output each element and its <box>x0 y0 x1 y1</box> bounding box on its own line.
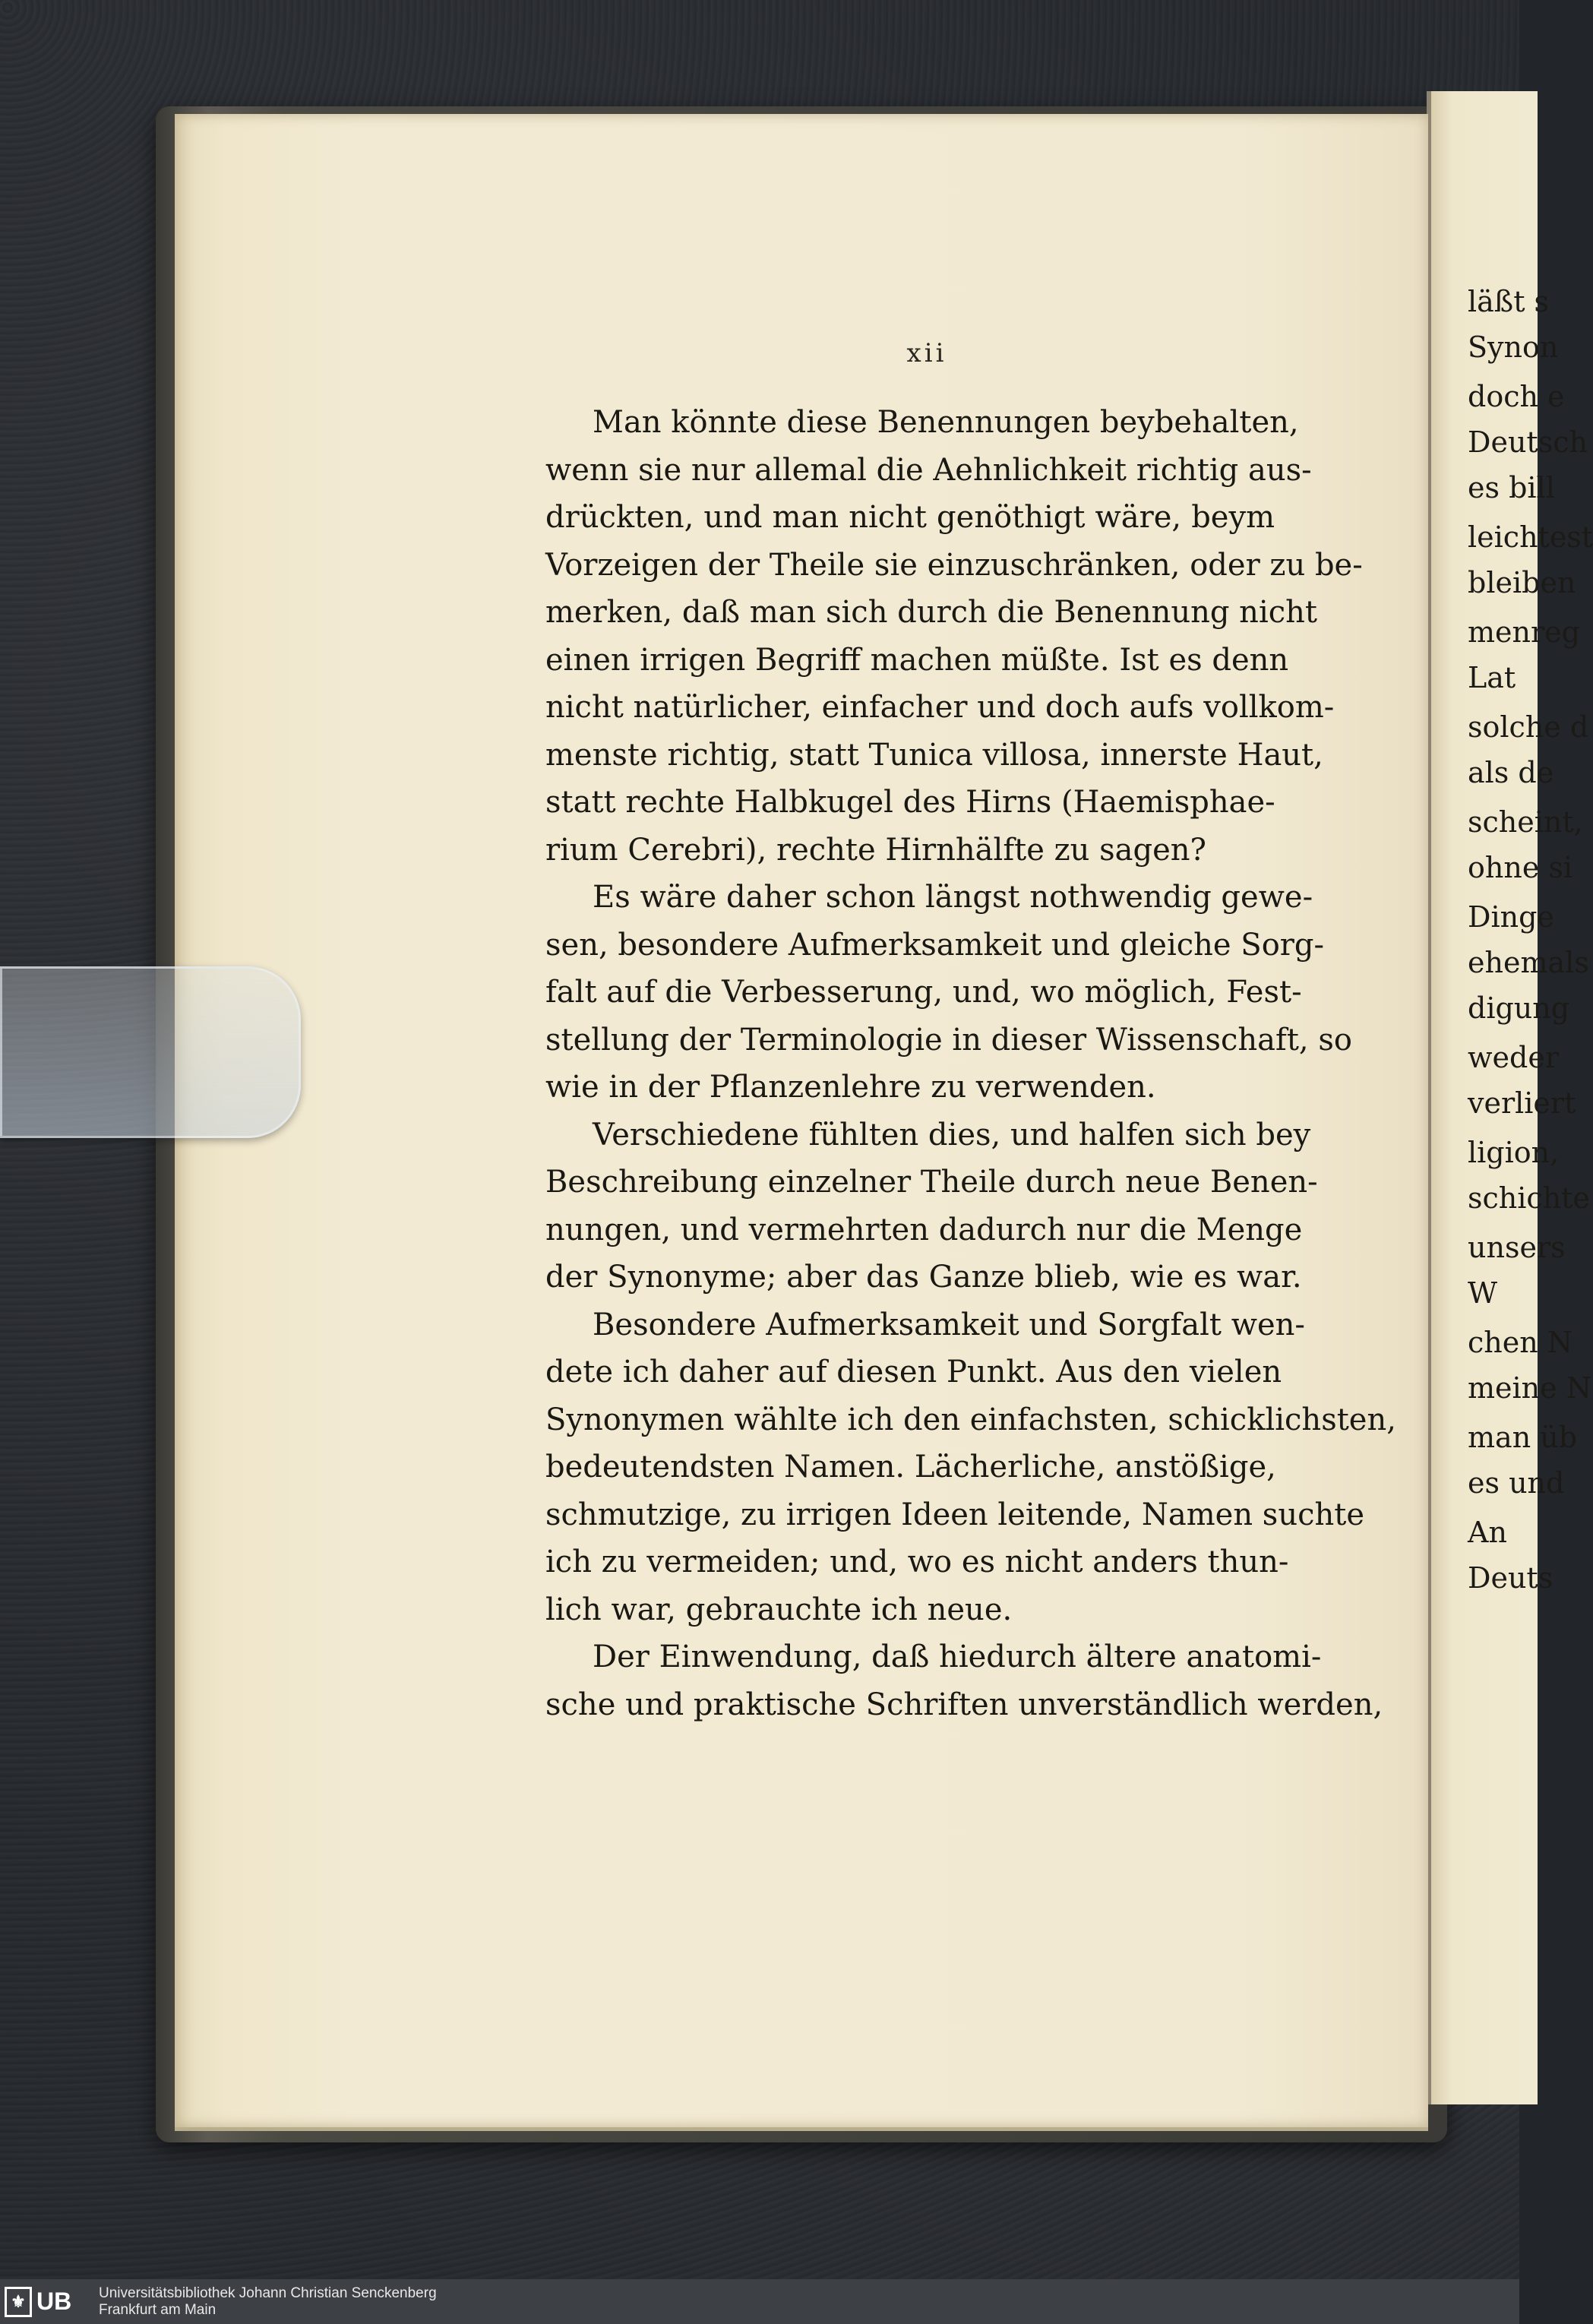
page-holder-clip <box>0 966 301 1138</box>
text-line: Besondere Aufmerksamkeit und Sorgfalt wen- <box>593 1307 1305 1342</box>
text-line: nungen, und vermehrten dadurch nur die Menge <box>545 1212 1303 1247</box>
text-line: sche und praktische Schriften unverständlich werden, <box>545 1687 1383 1722</box>
logo-text: UB <box>36 2288 72 2315</box>
text-line: rium Cerebri), rechte Hirnhälfte zu sagen? <box>545 832 1206 868</box>
text-line: einen irrigen Begriff machen müßte. Ist es denn <box>545 642 1289 678</box>
facing-text-fragment: An <box>1468 1516 1507 1549</box>
page-text <box>545 399 1396 1728</box>
text-line: Synonymen wählte ich den einfachsten, schicklichsten, <box>545 1402 1396 1437</box>
facing-text-fragment: verliert <box>1468 1086 1576 1120</box>
footer-credit <box>99 2285 437 2319</box>
facing-text-fragment: es und <box>1468 1466 1565 1500</box>
facing-text-fragment: menreg <box>1468 615 1580 649</box>
page-number: xii <box>906 338 947 368</box>
text-line: merken, daß man sich durch die Benennung nicht <box>545 595 1317 630</box>
footer-line-2: Frankfurt am Main <box>99 2301 217 2318</box>
facing-page <box>1427 91 1593 2104</box>
text-line: falt auf die Verbesserung, und, wo möglich, Fest- <box>545 975 1302 1010</box>
text-line: stellung der Terminologie in dieser Wissenschaft, so <box>545 1022 1352 1058</box>
facing-text-fragment: Deuts <box>1468 1561 1553 1595</box>
facing-text-fragment: man üb <box>1468 1421 1578 1454</box>
text-line: wenn sie nur allemal die Aehnlichkeit richtig aus- <box>545 452 1312 488</box>
text-line: bedeutendsten Namen. Lächerliche, anstößige, <box>545 1450 1276 1485</box>
text-line: statt rechte Halbkugel des Hirns (Haemisphae- <box>545 785 1275 820</box>
text-line: wie in der Pflanzenlehre zu verwenden. <box>545 1070 1156 1105</box>
facing-text-fragment: unsers <box>1468 1231 1566 1264</box>
text-line: lich war, gebrauchte ich neue. <box>545 1592 1013 1627</box>
facing-text-fragment: es bill <box>1468 471 1555 504</box>
library-logo <box>5 2284 88 2320</box>
facing-text-fragment: ligion, <box>1468 1136 1560 1169</box>
text-line: Verschiedene fühlten dies, und halfen sich bey <box>593 1117 1311 1153</box>
facing-text-fragment: Dinge <box>1468 900 1554 934</box>
facing-text-fragment: scheint, <box>1468 805 1583 839</box>
text-line: Beschreibung einzelner Theile durch neue Benen- <box>545 1165 1318 1200</box>
text-line: drückten, und man nicht genöthigt wäre, beym <box>545 500 1275 535</box>
facing-text-fragment: ohne si <box>1468 851 1573 884</box>
facing-text-fragment: läßt s <box>1468 285 1550 318</box>
text-line: Der Einwendung, daß hiedurch ältere anatomi- <box>593 1639 1322 1674</box>
facing-text-fragment: Synon <box>1468 330 1559 364</box>
facing-text-fragment: doch e <box>1468 380 1565 413</box>
facing-text-fragment: Lat <box>1468 661 1516 694</box>
text-line: Es wäre daher schon längst nothwendig gewe- <box>593 880 1313 915</box>
text-line: schmutzige, zu irrigen Ideen leitende, Namen suchte <box>545 1497 1364 1532</box>
facing-text-fragment: schichte <box>1468 1181 1590 1215</box>
text-line: Vorzeigen der Theile sie einzuschränken, oder zu be- <box>545 547 1363 583</box>
text-line: nicht natürlicher, einfacher und doch aufs vollkom- <box>545 690 1335 725</box>
text-line: der Synonyme; aber das Ganze blieb, wie es war. <box>545 1260 1302 1295</box>
facing-text-fragment: bleiben <box>1468 566 1576 599</box>
text-line: menste richtig, statt Tunica villosa, innerste Haut, <box>545 737 1323 773</box>
facing-text-fragment: leichtest <box>1468 520 1593 554</box>
facing-text-fragment: digung <box>1468 991 1570 1025</box>
footer-line-1: Universitätsbibliothek Johann Christian Senckenberg <box>99 2284 437 2301</box>
text-line: sen, besondere Aufmerksamkeit und gleiche Sorg- <box>545 927 1325 963</box>
facing-text-fragment: chen N <box>1468 1326 1573 1359</box>
facing-text-fragment: Deutsch <box>1468 425 1588 459</box>
facing-text-fragment: solche d <box>1468 710 1589 744</box>
facing-text-fragment: ehemals <box>1468 946 1589 979</box>
footer-bar <box>0 2279 1519 2324</box>
facing-text-fragment: meine N <box>1468 1371 1591 1405</box>
library-logo-icon: ⚜ <box>5 2287 32 2317</box>
facing-text-fragment: W <box>1468 1276 1498 1310</box>
facing-text-fragment: weder <box>1468 1041 1559 1074</box>
text-line: dete ich daher auf diesen Punkt. Aus den vielen <box>545 1355 1282 1390</box>
text-line: ich zu vermeiden; und, wo es nicht anders thun- <box>545 1545 1289 1579</box>
facing-text-fragment: als de <box>1468 756 1554 789</box>
text-line: Man könnte diese Benennungen beybehalten, <box>593 405 1299 440</box>
